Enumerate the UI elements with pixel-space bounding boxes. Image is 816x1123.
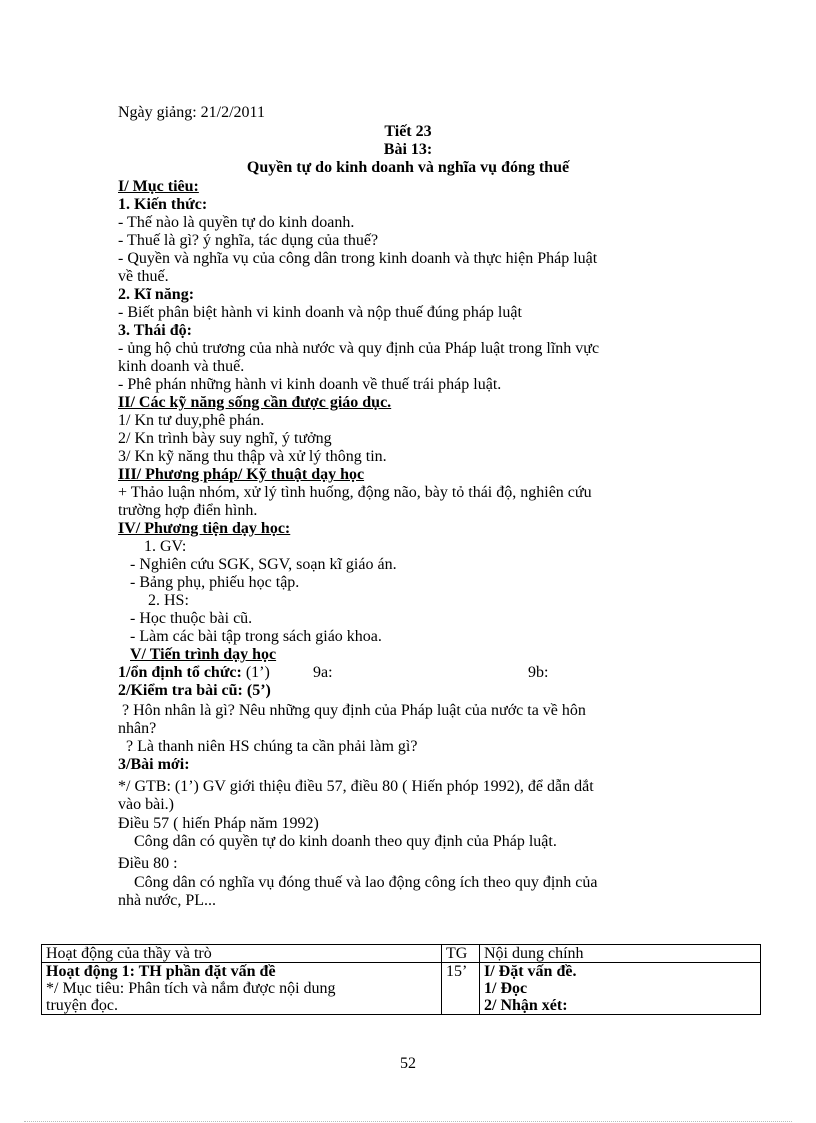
article-80-text: nhà nước, PL... — [118, 892, 217, 909]
knowledge-heading: 1. Kiến thức: — [118, 196, 208, 213]
page-number: 52 — [400, 1055, 416, 1072]
life-skill-item: 3/ Kn kỹ năng thu thập và xử lý thông tin. — [118, 448, 387, 465]
content-line: 2/ Nhận xét: — [484, 997, 568, 1014]
hs-heading: 2. HS: — [148, 592, 189, 609]
gv-heading: 1. GV: — [144, 538, 187, 555]
activity-cell — [42, 963, 442, 1015]
time-cell: 15’ — [442, 963, 480, 1015]
attitude-item: kinh doanh và thuế. — [118, 358, 245, 375]
knowledge-item: - Thuế là gì? ý nghĩa, tác dụng của thuế? — [118, 232, 379, 249]
header-content: Nội dung chính — [480, 945, 761, 963]
activity-line: */ Mục tiêu: Phân tích và nắm được nội dung — [46, 980, 336, 997]
means-heading: IV/ Phương tiện dạy học: — [118, 520, 291, 537]
article-80-title: Điều 80 : — [118, 855, 178, 872]
gv-item: - Nghiên cứu SGK, SGV, soạn kĩ giáo án. — [130, 556, 397, 573]
review-question: ? Là thanh niên HS chúng ta cần phải làm gì? — [126, 738, 418, 755]
class-a-label: 9a: — [313, 664, 333, 681]
lesson-period: Tiết 23 — [384, 123, 432, 140]
life-skills-heading: II/ Các kỹ năng sống cần được giáo dục. — [118, 394, 392, 411]
activity-title: Hoạt động 1: TH phần đặt vấn đề — [46, 963, 276, 980]
process-heading: V/ Tiến trình dạy học — [130, 646, 277, 663]
knowledge-item: về thuế. — [118, 268, 169, 285]
header-activity: Hoạt động của thầy và trò — [42, 945, 442, 963]
review-question: ? Hôn nhân là gì? Nêu những quy định của Pháp luật của nước ta về hôn — [122, 702, 586, 719]
content-line: 1/ Đọc — [484, 980, 528, 997]
methods-item: trường hợp điển hình. — [118, 502, 258, 519]
hs-item: - Làm các bài tập trong sách giáo khoa. — [130, 628, 382, 645]
article-57-text: Công dân có quyền tự do kinh doanh theo quy định của Pháp luật. — [134, 833, 557, 850]
knowledge-item: - Thế nào là quyền tự do kinh doanh. — [118, 214, 355, 231]
objectives-heading: I/ Mục tiêu: — [118, 178, 199, 195]
page-bottom-border — [24, 1121, 792, 1122]
life-skill-item: 2/ Kn trình bày suy nghĩ, ý tưởng — [118, 430, 332, 447]
gv-item: - Bảng phụ, phiếu học tập. — [130, 574, 300, 591]
article-80-text: Công dân có nghĩa vụ đóng thuế và lao động công ích theo quy định của — [134, 874, 598, 891]
introduction-line: */ GTB: (1’) GV giới thiệu điều 57, điều 80 ( Hiến phóp 1992), để dẫn dắt — [118, 778, 594, 795]
organization-line — [118, 664, 270, 682]
introduction-line: vào bài.) — [118, 796, 174, 813]
content-cell — [480, 963, 761, 1015]
organization-label: 1/ổn định tổ chức: — [118, 664, 242, 681]
lesson-date: Ngày giảng: 21/2/2011 — [118, 104, 265, 121]
check-label: 2/Kiểm tra bài cũ: — [118, 682, 243, 699]
check-time: (5’) — [246, 682, 271, 699]
activity-line: truyện đọc. — [46, 997, 118, 1014]
lesson-title: Quyền tự do kinh doanh và nghĩa vụ đóng thuế — [246, 159, 570, 176]
attitude-item: - ủng hộ chủ trương của nhà nước và quy định của Pháp luật trong lĩnh vực — [118, 340, 600, 357]
skills-heading: 2. Kĩ năng: — [118, 286, 195, 303]
attitude-heading: 3. Thái độ: — [118, 322, 192, 339]
article-57-title: Điều 57 ( hiến Pháp năm 1992) — [118, 815, 319, 832]
class-b-label: 9b: — [528, 664, 549, 681]
skills-item: - Biết phân biệt hành vi kinh doanh và nộp thuế đúng pháp luật — [118, 304, 522, 321]
content-line: I/ Đặt vấn đề. — [484, 963, 577, 980]
methods-heading: III/ Phương pháp/ Kỹ thuật dạy học — [118, 466, 365, 483]
life-skill-item: 1/ Kn tư duy,phê phán. — [118, 412, 265, 429]
header-time: TG — [442, 945, 480, 963]
organization-time: (1’) — [245, 664, 270, 681]
table-row — [42, 963, 761, 1015]
new-lesson-heading: 3/Bài mới: — [118, 756, 190, 773]
knowledge-item: - Quyền và nghĩa vụ của công dân trong kinh doanh và thực hiện Pháp luật — [118, 250, 598, 267]
hs-item: - Học thuộc bài cũ. — [130, 610, 253, 627]
review-question: nhân? — [118, 720, 157, 737]
table-header-row — [42, 945, 761, 963]
check-line — [118, 682, 271, 700]
methods-item: + Thảo luận nhóm, xử lý tình huống, động não, bày tỏ thái độ, nghiên cứu — [118, 484, 592, 501]
lesson-number: Bài 13: — [383, 141, 433, 158]
attitude-item: - Phê phán những hành vi kinh doanh về thuế trái pháp luật. — [118, 376, 502, 393]
activity-table — [41, 944, 761, 1015]
